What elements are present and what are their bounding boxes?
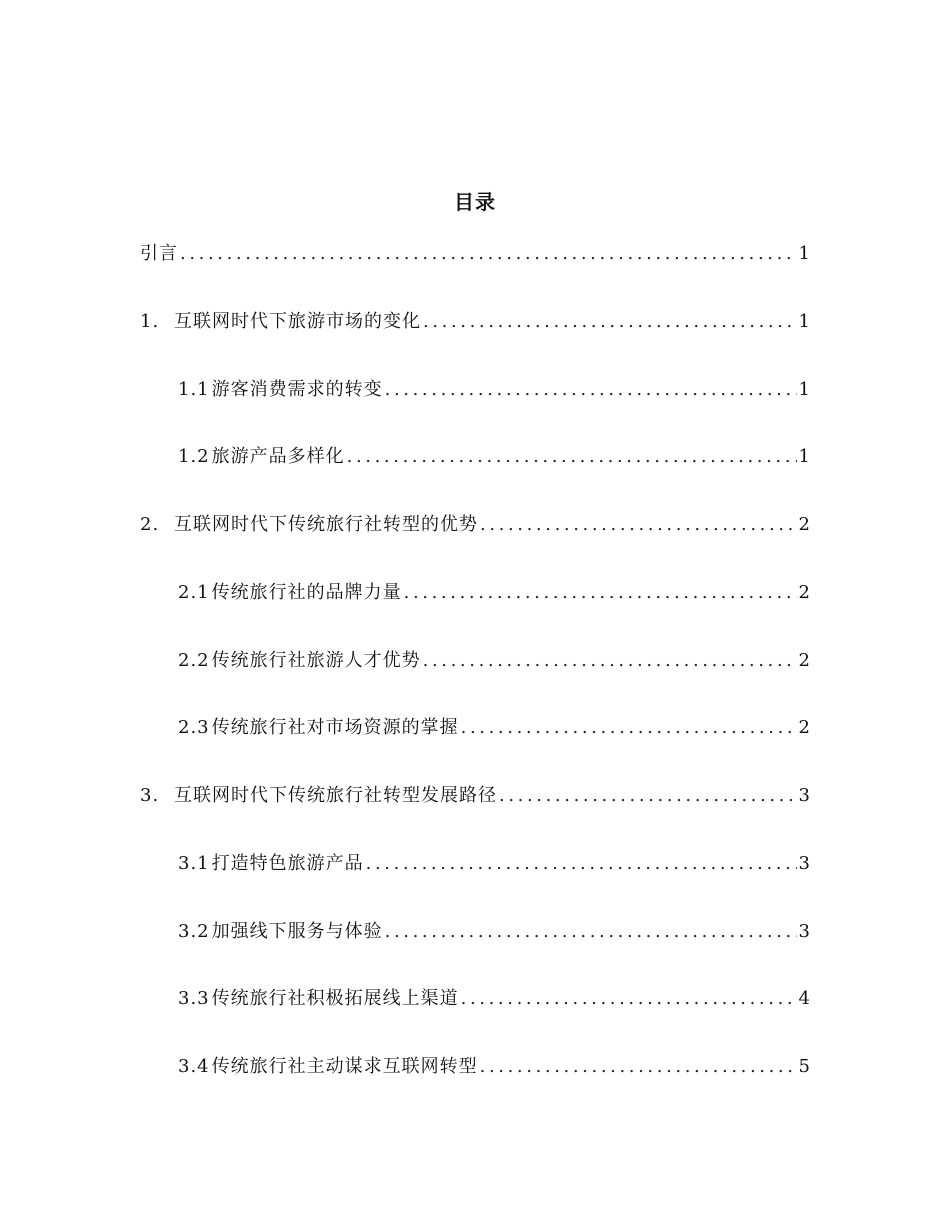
toc-entry[interactable] <box>178 846 810 876</box>
dot-leader <box>385 920 797 944</box>
toc-entry[interactable] <box>140 778 810 808</box>
toc-entry[interactable] <box>178 981 810 1011</box>
toc-entry[interactable] <box>140 236 810 266</box>
toc-entry-title: 传统旅行社主动谋求互联网转型 <box>211 1056 478 1077</box>
toc-entry[interactable] <box>178 643 810 673</box>
dot-leader <box>180 242 797 266</box>
toc-entry-title: 传统旅行社对市场资源的掌握 <box>211 717 459 738</box>
toc-entry-title: 互联网时代下传统旅行社转型发展路径 <box>174 785 497 806</box>
toc-entry-title: 旅游产品多样化 <box>211 446 345 467</box>
dot-leader <box>423 310 797 334</box>
toc-entry-title: 引言 <box>140 243 178 264</box>
toc-entry[interactable] <box>178 439 810 469</box>
toc-entry-number: 3. <box>140 785 160 806</box>
toc-entry-number: 3.2 <box>178 921 210 942</box>
toc-entry[interactable] <box>178 710 810 740</box>
toc-entry-page-number: 4 <box>798 988 810 1009</box>
toc-entry-page-number: 3 <box>798 853 810 874</box>
toc-entry-page-number: 2 <box>798 650 810 671</box>
toc-entry-number: 2. <box>140 514 160 535</box>
dot-leader <box>423 649 797 673</box>
toc-entry-page-number: 1 <box>798 446 810 467</box>
dot-leader <box>499 784 797 808</box>
toc-entry[interactable] <box>140 507 810 537</box>
toc-entry-number: 3.1 <box>178 853 210 874</box>
dot-leader <box>366 852 797 876</box>
toc-entry-page-number: 1 <box>798 379 810 400</box>
toc-entry-page-number: 5 <box>798 1056 810 1077</box>
toc-entry-number: 2.3 <box>178 717 210 738</box>
dot-leader <box>480 513 797 537</box>
toc-entry-title: 互联网时代下传统旅行社转型的优势 <box>174 514 478 535</box>
toc-entry[interactable] <box>140 304 810 334</box>
toc-entry-number: 2.2 <box>178 650 210 671</box>
toc-entry-page-number: 2 <box>798 514 810 535</box>
toc-entry[interactable] <box>178 372 810 402</box>
dot-leader <box>347 445 797 469</box>
dot-leader <box>385 378 797 402</box>
toc-entry-title: 传统旅行社积极拓展线上渠道 <box>211 988 459 1009</box>
toc-entry[interactable] <box>178 914 810 944</box>
toc-entry-number: 3.4 <box>178 1056 210 1077</box>
toc-entry-title: 传统旅行社旅游人才优势 <box>211 650 421 671</box>
dot-leader <box>404 581 797 605</box>
toc-entry-page-number: 2 <box>798 717 810 738</box>
toc-entry-page-number: 2 <box>798 582 810 603</box>
dot-leader <box>480 1055 797 1079</box>
toc-entry-number: 1.2 <box>178 446 210 467</box>
toc-entry-number: 1.1 <box>178 379 210 400</box>
toc-entry-number: 3.3 <box>178 988 210 1009</box>
toc-entry-number: 2.1 <box>178 582 210 603</box>
toc-entry-page-number: 1 <box>798 243 810 264</box>
toc-entry-page-number: 3 <box>798 785 810 806</box>
toc-entry-title: 加强线下服务与体验 <box>211 921 383 942</box>
toc-entry-title: 互联网时代下旅游市场的变化 <box>174 311 421 332</box>
toc-entry-page-number: 1 <box>798 311 810 332</box>
toc-entry[interactable] <box>178 575 810 605</box>
toc-entry-title: 打造特色旅游产品 <box>211 853 364 874</box>
toc-entry-page-number: 3 <box>798 921 810 942</box>
toc-entry-title: 传统旅行社的品牌力量 <box>211 582 402 603</box>
toc-entry-number: 1. <box>140 311 160 332</box>
toc-title: 目录 <box>454 190 496 214</box>
dot-leader <box>461 716 797 740</box>
dot-leader <box>461 987 797 1011</box>
toc-entry-title: 游客消费需求的转变 <box>211 379 383 400</box>
toc-entry[interactable] <box>178 1049 810 1079</box>
